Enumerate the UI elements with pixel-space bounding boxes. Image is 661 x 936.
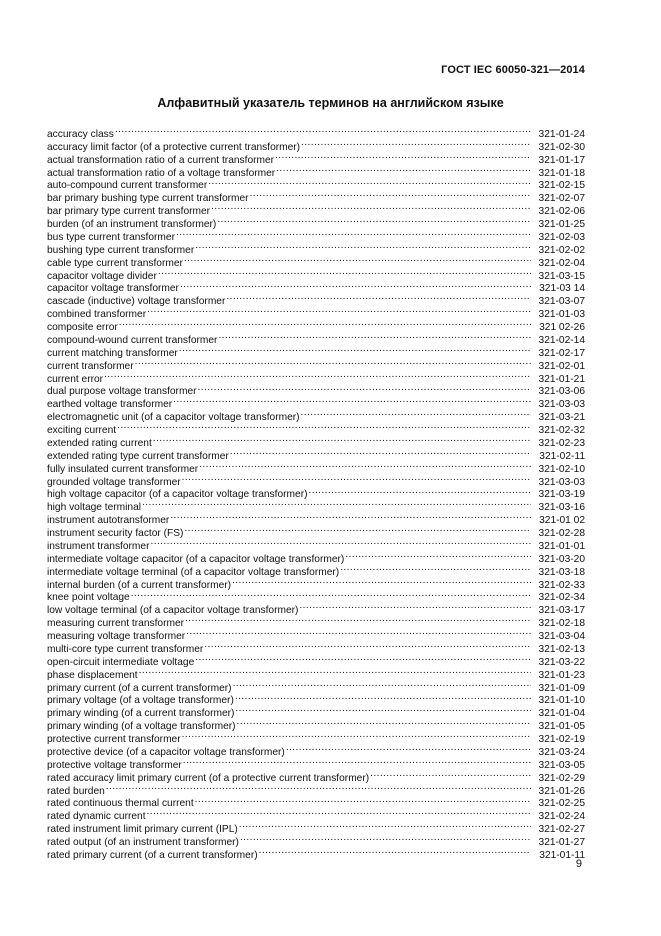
index-code: 321-02-17 — [538, 347, 585, 359]
dot-leader — [286, 742, 531, 755]
dot-leader — [106, 781, 531, 794]
index-code: 321-03-03 — [538, 399, 585, 411]
index-title: Алфавитный указатель терминов на английском языке — [157, 96, 504, 110]
index-entry — [47, 330, 585, 346]
index-term: exciting current — [47, 425, 117, 436]
index-term: phase displacement — [47, 669, 138, 681]
dot-leader — [104, 369, 531, 382]
index-term: auto-compound current transformer — [47, 180, 208, 192]
index-term: high voltage terminal — [47, 502, 142, 514]
index-code: 321-02-23 — [538, 437, 585, 449]
index-code: 321-02-29 — [538, 772, 585, 784]
dot-leader — [230, 446, 531, 459]
dot-leader — [226, 291, 531, 304]
dot-leader — [299, 600, 531, 613]
index-term: bar primary type current transformer — [47, 206, 211, 218]
index-term: bushing type current transformer — [47, 244, 195, 256]
index-term: intermediate voltage capacitor (of a capacitor voltage transformer) — [47, 553, 345, 565]
dot-leader — [198, 382, 532, 395]
index-term: internal burden (of a current transformer) — [47, 579, 232, 591]
index-entry — [47, 794, 585, 810]
index-entry — [47, 433, 585, 449]
dot-leader — [195, 652, 531, 665]
index-term: intermediate voltage terminal (of a capacitor voltage transformer) — [47, 566, 340, 578]
index-entry — [47, 317, 585, 333]
dot-leader — [301, 137, 531, 150]
index-term: compound-wound current transformer — [47, 334, 218, 346]
index-code: 321-02-14 — [538, 334, 585, 346]
index-code: 321-02-25 — [538, 798, 585, 810]
index-code: 321-02-03 — [538, 231, 585, 243]
dot-leader — [218, 330, 531, 343]
dot-leader — [182, 729, 531, 742]
index-term: rated instrument limit primary current (IPL) — [47, 824, 238, 836]
index-term: accuracy limit factor (of a protective current transformer) — [47, 141, 301, 153]
dot-leader — [184, 253, 531, 266]
index-term: primary voltage (of a voltage transformer) — [47, 695, 234, 707]
index-code: 321-01-05 — [538, 721, 585, 733]
index-code: 321-01-23 — [538, 669, 585, 681]
index-code: 321-03-18 — [538, 566, 585, 578]
index-term: rated dynamic current — [47, 811, 146, 823]
index-term: cascade (inductive) voltage transformer — [47, 296, 226, 308]
dot-leader — [345, 549, 531, 562]
index-code: 321-02-32 — [538, 425, 585, 436]
index-entry — [47, 124, 585, 140]
index-code: 321-03-17 — [538, 605, 585, 617]
index-code: 321-01-24 — [538, 128, 585, 140]
index-code: 321-02-34 — [538, 592, 585, 604]
dot-leader — [370, 768, 531, 781]
index-term: capacitor voltage transformer — [47, 283, 179, 295]
dot-leader — [184, 523, 531, 536]
index-term: knee point voltage — [47, 592, 130, 604]
index-code: 321-01-04 — [538, 708, 585, 720]
index-term: extended rating type current transformer — [47, 450, 229, 462]
index-code: 321-01-10 — [538, 695, 585, 707]
dot-leader — [250, 188, 531, 201]
index-code: 321-01 02 — [539, 515, 585, 527]
dot-leader — [186, 626, 531, 639]
index-term: protective current transformer — [47, 734, 181, 745]
index-term: extended rating current — [47, 437, 152, 449]
dot-leader — [147, 304, 531, 317]
index-term: actual transformation ratio of a voltage transformer — [47, 167, 276, 179]
index-term: rated output (of an instrument transformer) — [47, 837, 239, 848]
index-term: composite error — [47, 322, 118, 333]
dot-leader — [301, 407, 531, 420]
dot-leader — [173, 394, 531, 407]
index-term: dual purpose voltage transformer — [47, 386, 197, 398]
dot-leader — [119, 317, 531, 330]
index-term: primary winding (of a voltage transformer) — [47, 721, 236, 733]
index-term: actual transformation ratio of a current transformer — [47, 154, 275, 166]
dot-leader — [139, 665, 531, 678]
index-term: earthed voltage transformer — [47, 399, 173, 411]
term-index-list — [47, 124, 585, 861]
dot-leader — [232, 575, 531, 588]
index-term: instrument transformer — [47, 540, 150, 552]
dot-leader — [142, 497, 531, 510]
dot-leader — [195, 794, 531, 807]
index-code: 321-02-15 — [538, 180, 585, 192]
index-code: 321-03-22 — [538, 656, 585, 668]
index-term: current transformer — [47, 360, 134, 372]
index-term: primary winding (of a current transformer) — [47, 708, 235, 720]
index-term: cable type current transformer — [47, 257, 183, 269]
page-number: 9 — [575, 858, 582, 870]
index-term: grounded voltage transformer — [47, 476, 181, 488]
index-code: 321-03 14 — [539, 283, 585, 295]
index-code: 321-01-09 — [538, 682, 585, 694]
dot-leader — [179, 343, 531, 356]
dot-leader — [117, 420, 531, 433]
index-term: rated accuracy limit primary current (of a protective current transformer) — [47, 772, 370, 784]
index-term: instrument autotransformer — [47, 515, 170, 527]
index-term: multi-core type current transformer — [47, 643, 204, 655]
dot-leader — [340, 562, 531, 575]
dot-leader — [308, 485, 531, 498]
dot-leader — [239, 819, 531, 832]
index-entry — [47, 781, 585, 797]
index-code: 321-03-07 — [538, 296, 585, 308]
dot-leader — [150, 536, 531, 549]
dot-leader — [185, 613, 531, 626]
index-code: 321-03-06 — [538, 386, 585, 398]
index-term: bar primary bushing type current transformer — [47, 193, 249, 205]
dot-leader — [135, 356, 531, 369]
index-code: 321-01-11 — [539, 849, 585, 861]
index-code: 321-01-26 — [538, 785, 585, 797]
index-code: 321-03-05 — [538, 759, 585, 771]
index-code: 321 02-26 — [539, 322, 585, 333]
index-code: 321-02-01 — [538, 360, 585, 372]
dot-leader — [259, 845, 531, 858]
dot-leader — [158, 266, 531, 279]
index-code: 321-02-24 — [538, 811, 585, 823]
index-code: 321-01-03 — [538, 309, 585, 321]
index-code: 321-02-06 — [538, 206, 585, 218]
index-term: bus type current transformer — [47, 231, 175, 243]
index-code: 321-03-20 — [538, 553, 585, 565]
index-term: combined transformer — [47, 309, 147, 321]
index-entry — [47, 369, 585, 385]
index-term: fully insulated current transformer — [47, 463, 199, 475]
index-code: 321-02-11 — [539, 450, 585, 462]
index-term: measuring voltage transformer — [47, 631, 186, 642]
dot-leader — [195, 240, 531, 253]
dot-leader — [183, 755, 531, 768]
dot-leader — [204, 639, 531, 652]
dot-leader — [276, 163, 531, 176]
dot-leader — [182, 472, 531, 485]
dot-leader — [170, 510, 531, 523]
dot-leader — [217, 214, 531, 227]
index-code: 321-02-28 — [538, 528, 585, 539]
index-term: measuring current transformer — [47, 618, 185, 630]
index-code: 321-02-27 — [538, 824, 585, 836]
dot-leader — [235, 703, 531, 716]
index-code: 321-03-16 — [538, 502, 585, 514]
index-code: 321-01-21 — [538, 373, 585, 385]
document-code: ГОСТ IEC 60050-321—2014 — [441, 64, 585, 76]
index-term: low voltage terminal (of a capacitor voltage transformer) — [47, 605, 299, 617]
index-code: 321-02-13 — [538, 643, 585, 655]
index-term: current matching transformer — [47, 347, 178, 359]
index-code: 321-02-18 — [538, 618, 585, 630]
index-code: 321-03-15 — [538, 270, 585, 282]
index-term: protective device (of a capacitor voltage transformer) — [47, 746, 285, 758]
dot-leader — [208, 176, 531, 189]
dot-leader — [176, 227, 531, 240]
index-term: protective voltage transformer — [47, 759, 182, 771]
dot-leader — [275, 150, 531, 163]
index-code: 321-03-19 — [538, 489, 585, 501]
dot-leader — [131, 588, 531, 601]
dot-leader — [199, 459, 531, 472]
index-term: capacitor voltage divider — [47, 270, 157, 282]
dot-leader — [237, 716, 531, 729]
index-code: 321-01-17 — [538, 154, 585, 166]
index-code: 321-02-07 — [538, 193, 585, 205]
index-term: open-circuit intermediate voltage — [47, 656, 195, 668]
index-code: 321-03-24 — [538, 746, 585, 758]
index-term: current error — [47, 373, 104, 385]
dot-leader — [153, 433, 531, 446]
index-entry — [47, 382, 585, 398]
index-code: 321-02-02 — [538, 244, 585, 256]
dot-leader — [235, 691, 531, 704]
index-code: 321-02-19 — [538, 734, 585, 745]
index-code: 321-02-10 — [538, 463, 585, 475]
dot-leader — [240, 832, 531, 845]
index-code: 321-03-04 — [538, 631, 585, 642]
index-term: accuracy class — [47, 128, 114, 140]
index-code: 321-01-25 — [538, 219, 585, 230]
dot-leader — [147, 806, 531, 819]
index-term: rated burden — [47, 785, 105, 797]
index-term: rated continuous thermal current — [47, 798, 194, 810]
index-code: 321-01-27 — [538, 837, 585, 848]
dot-leader — [115, 124, 531, 137]
index-term: rated primary current (of a current transformer) — [47, 849, 258, 861]
index-term: primary current (of a current transformer) — [47, 682, 232, 694]
index-code: 321-02-30 — [538, 141, 585, 153]
dot-leader — [211, 201, 531, 214]
index-code: 321-03-21 — [538, 412, 585, 424]
index-code: 321-02-04 — [538, 257, 585, 269]
index-code: 321-01-01 — [538, 540, 585, 552]
index-code: 321-01-18 — [538, 167, 585, 179]
dot-leader — [233, 678, 531, 691]
index-term: electromagnetic unit (of a capacitor voltage transformer) — [47, 412, 300, 424]
dot-leader — [180, 279, 531, 292]
index-term: instrument security factor (FS) — [47, 528, 184, 539]
index-code: 321-03-03 — [538, 476, 585, 488]
index-term: burden (of an instrument transformer) — [47, 219, 217, 230]
index-entry — [47, 137, 585, 153]
index-code: 321-02-33 — [538, 579, 585, 591]
index-entry — [47, 420, 585, 436]
index-term: high voltage capacitor (of a capacitor voltage transformer) — [47, 489, 308, 501]
